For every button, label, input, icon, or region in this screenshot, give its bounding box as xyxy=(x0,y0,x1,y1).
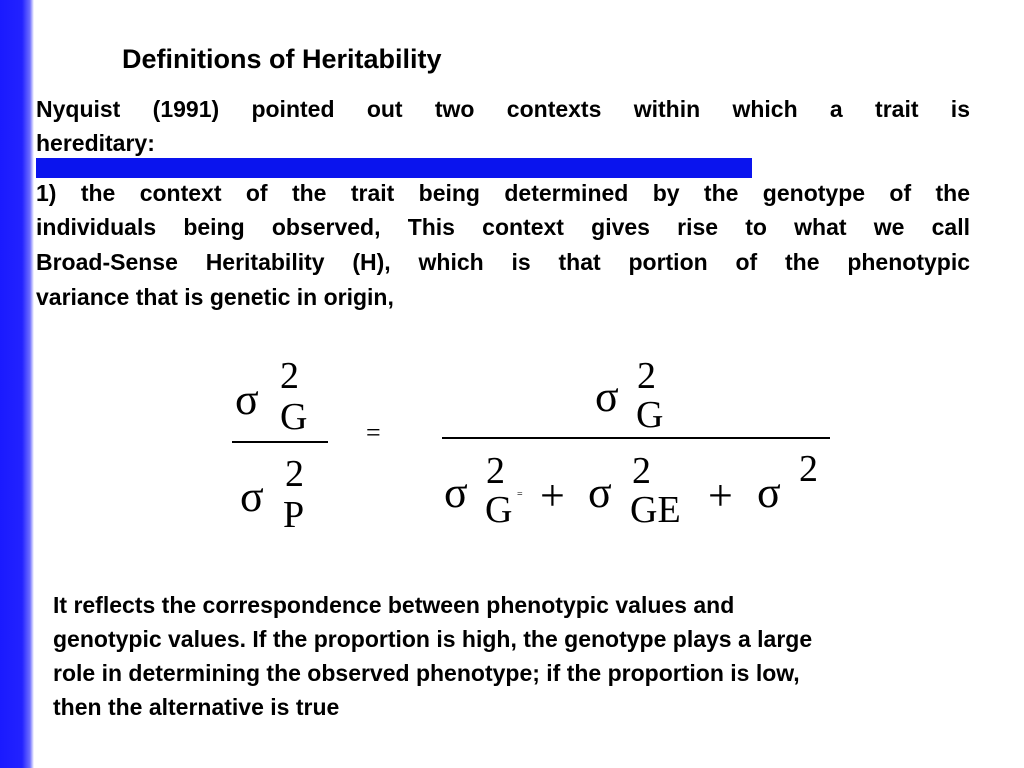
slide-title: Definitions of Heritability xyxy=(122,44,442,74)
closing-line-1: It reflects the correspondence between phenotypic values and xyxy=(53,592,735,618)
sigma-g-right: σ xyxy=(595,372,619,421)
closing-line-4: then the alternative is true xyxy=(53,694,340,720)
closing-paragraph xyxy=(53,588,1013,724)
tiny-mark: = xyxy=(517,489,523,500)
sigma-p: σ xyxy=(240,472,264,521)
exp-g-right: 2 xyxy=(637,355,656,397)
exp-e: 2 xyxy=(799,448,818,490)
sub-g-right: G xyxy=(636,394,664,436)
point1-line-1: 1) the context of the trait being determined by the genotype of the xyxy=(36,180,970,206)
sigma-g-left: σ xyxy=(235,375,259,424)
closing-line-2: genotypic values. If the proportion is high, the genotype plays a large xyxy=(53,626,813,652)
closing-line-3: role in determining the observed phenotype; if the proportion is low, xyxy=(53,660,800,686)
sub-g-left: G xyxy=(280,396,308,438)
sub-p: P xyxy=(283,494,305,536)
sub-g-denom: G xyxy=(485,489,513,531)
plus-sign-2: + xyxy=(708,471,733,520)
point1-line-2: individuals being observed, This context gives rise to what we call xyxy=(36,214,970,240)
sigma-g-denom: σ xyxy=(444,468,468,517)
fraction-bar-left xyxy=(232,441,328,443)
equals-sign: = xyxy=(366,418,381,447)
intro-line-2: hereditary: xyxy=(36,130,155,156)
blue-divider-bar xyxy=(36,158,752,178)
intro-line-1: Nyquist (1991) pointed out two contexts within which a trait is xyxy=(36,96,970,122)
exp-g-left: 2 xyxy=(280,355,299,397)
exp-g-denom: 2 xyxy=(486,450,505,492)
sub-ge: GE xyxy=(630,489,681,531)
sigma-ge: σ xyxy=(588,468,612,517)
exp-ge: 2 xyxy=(632,450,651,492)
plus-sign-1: + xyxy=(540,471,565,520)
sigma-e: σ xyxy=(757,468,781,517)
point1-line-4: variance that is genetic in origin, xyxy=(36,284,394,310)
fraction-bar-right xyxy=(442,437,830,439)
left-accent-bar xyxy=(0,0,34,768)
exp-p: 2 xyxy=(285,453,304,495)
point1-line-3: Broad-Sense Heritability (H), which is that portion of the phenotypic xyxy=(36,249,970,275)
